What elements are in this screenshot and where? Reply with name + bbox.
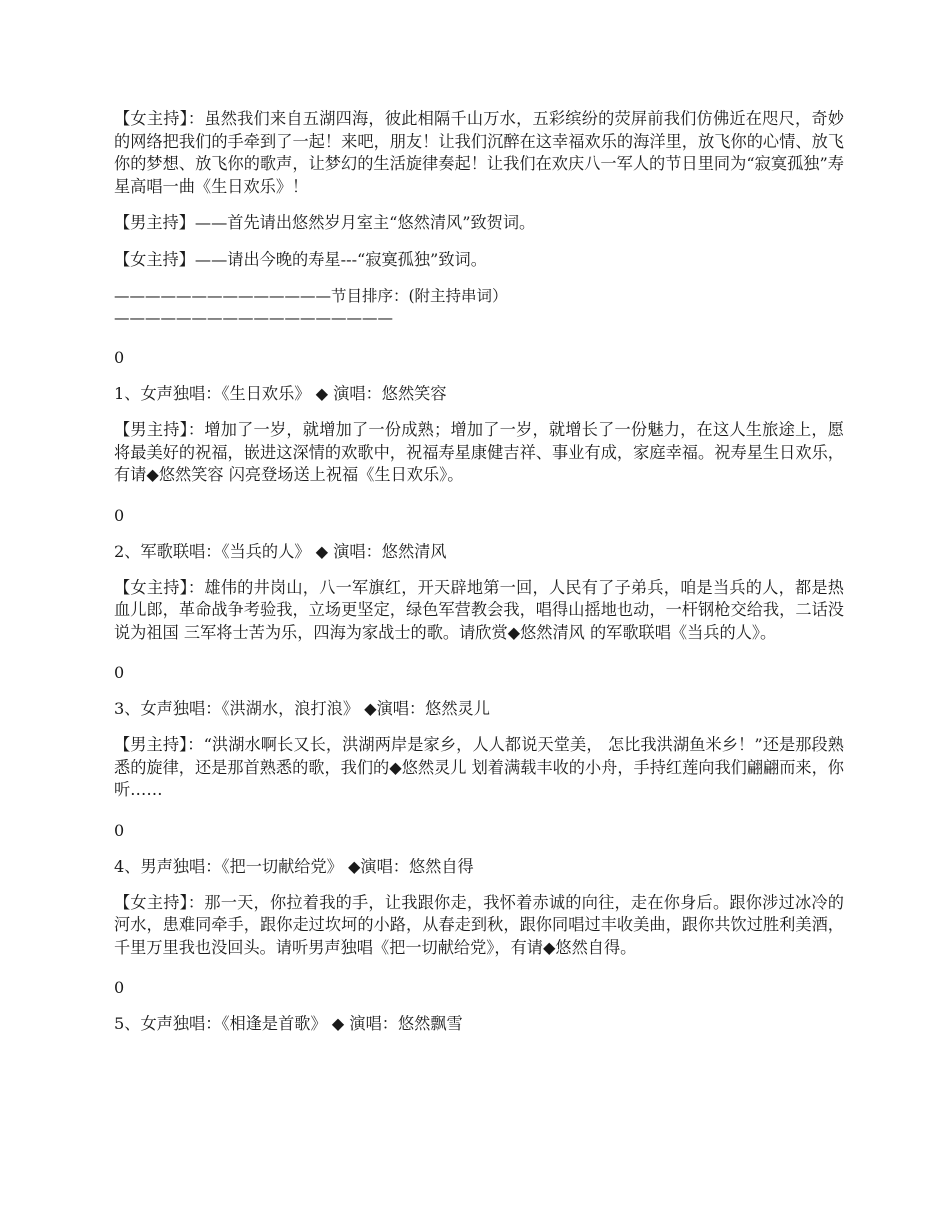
program-title: 3、女声独唱：《洪湖水，浪打浪》 ◆演唱：悠然灵儿 xyxy=(114,699,490,718)
program-item-5 xyxy=(114,977,844,1035)
intro-female-host-paragraph: 【女主持】：虽然我们来自五湖四海，彼此相隔千山万水，五彩缤纷的荧屏前我们仿佛近在咫尺，奇妙的网络把我们的手牵到了一起！来吧，朋友！让我们沉醉在这幸福欢乐的海洋里，放飞你的心情、放飞你的梦想、放飞你的歌声，让梦幻的生活旋律奏起！让我们在欢庆八一军人的节日里同为“寂寞孤独”寿星高唱一曲《生日欢乐》！ xyxy=(114,109,844,196)
program-host-paragraph: 【女主持】：雄伟的井岗山，八一军旗红，开天辟地第一回，人民有了子弟兵，咱是当兵的人，都是热血儿郎，革命战争考验我，立场更坚定，绿色军营教会我，唱得山摇地也动，一杆钢枪交给我，二话没说为祖国 三军将士苦为乐，四海为家战士的歌。请欣赏◆悠然清风 的军歌联唱《当兵的人》。 xyxy=(114,577,844,642)
program-marker: 0 xyxy=(114,505,125,525)
program-marker: 0 xyxy=(114,820,125,840)
program-order-divider xyxy=(114,285,844,329)
program-host-paragraph: 【男主持】：增加了一岁，就增加了一份成熟；增加了一岁，就增长了一份魅力，在这人生旅途上，愿将最美好的祝福，嵌进这深情的欢歌中，祝福寿星康健吉祥、事业有成，家庭幸福。祝寿星生日欢乐，有请◆悠然笑容 闪亮登场送上祝福《生日欢乐》。 xyxy=(114,420,844,484)
intro-female-host-paragraph-2: 【女主持】——请出今晚的寿星---“寂寞孤独”致词。 xyxy=(114,249,487,269)
intro-male-host-paragraph: 【男主持】——首先请出悠然岁月室主“悠然清风”致贺词。 xyxy=(114,213,536,232)
document-page xyxy=(114,108,844,1035)
program-marker: 0 xyxy=(114,348,125,367)
program-item-2 xyxy=(114,505,844,663)
program-title: 2、军歌联唱：《当兵的人》 ◆ 演唱：悠然清风 xyxy=(114,541,447,561)
program-marker: 0 xyxy=(114,663,125,682)
divider-line-1: ——————————————节目排序：(附主持串词） xyxy=(114,287,508,305)
program-host-paragraph: 【男主持】：“洪湖水啊长又长，洪湖两岸是家乡，人人都说天堂美， 怎比我洪湖鱼米乡！”还是那段熟悉的旋律，还是那首熟悉的歌，我们的◆悠然灵儿 划着满载丰收的小舟，手持红莲向我们翩翩而来，你听…… xyxy=(114,735,844,799)
program-host-paragraph: 【女主持】：那一天，你拉着我的手，让我跟你走，我怀着赤诚的向往，走在你身后。跟你涉过冰冷的河水，患难同牵手，跟你走过坎坷的小路，从春走到秋，跟你同唱过丰收美曲，跟你共饮过胜利美酒，千里万里我也没回头。请听男声独唱《把一切献给党》，有请◆悠然自得。 xyxy=(114,892,844,957)
program-item-1 xyxy=(114,347,844,505)
program-title: 5、女声独唱：《相逢是首歌》 ◆ 演唱：悠然飘雪 xyxy=(114,1014,463,1033)
program-item-4 xyxy=(114,820,844,978)
program-marker: 0 xyxy=(114,978,125,997)
program-title: 4、男声独唱：《把一切献给党》 ◆演唱：悠然自得 xyxy=(114,856,474,876)
program-item-3 xyxy=(114,662,844,820)
divider-line-2: —————————————————— xyxy=(114,309,393,327)
program-title: 1、女声独唱：《生日欢乐》 ◆ 演唱：悠然笑容 xyxy=(114,384,447,403)
